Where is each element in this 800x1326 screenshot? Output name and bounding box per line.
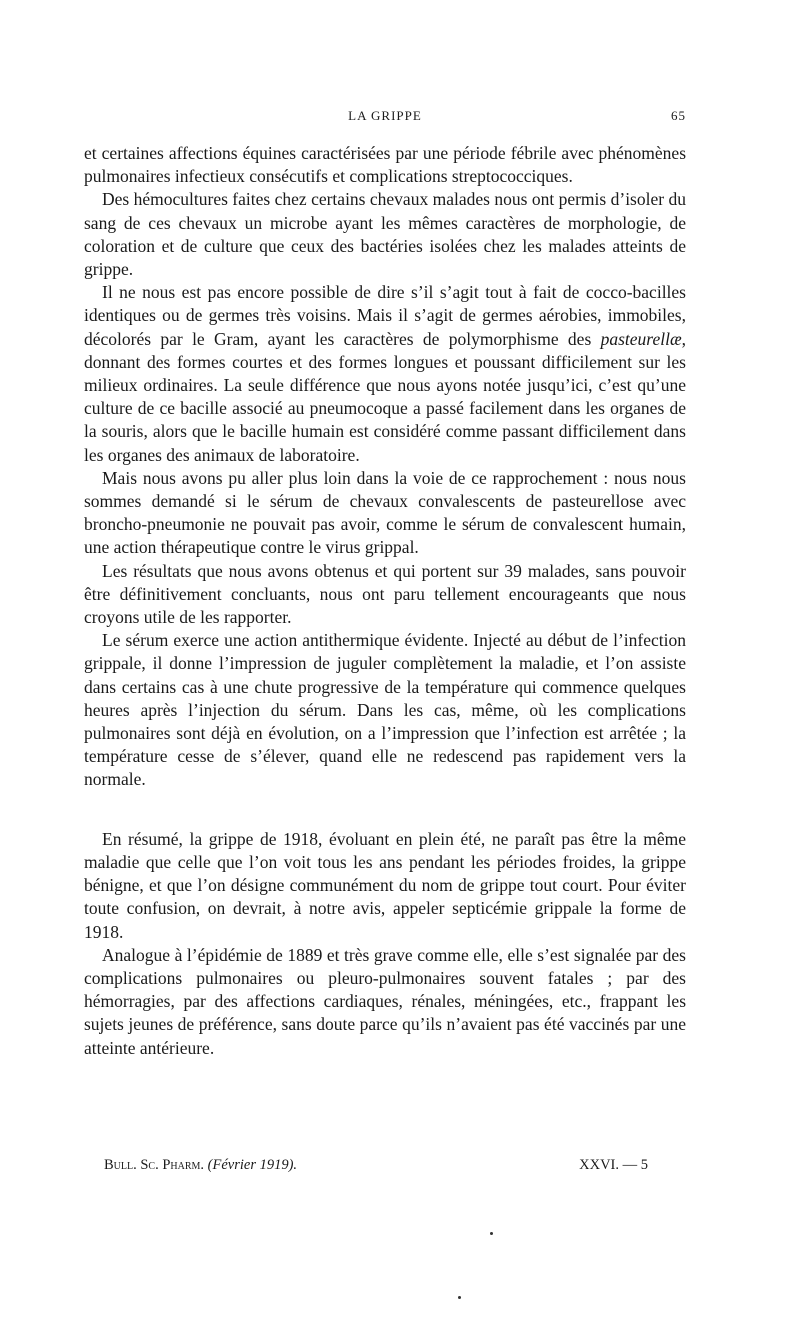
footer-citation bbox=[104, 1157, 297, 1174]
paragraph-resultats: Les résultats que nous avons obtenus et qui portent sur 39 malades, sans pouvoir être définitivement concluants, nous ont paru tellement encourageants que nous croyons utile de les rapporter. bbox=[84, 560, 686, 628]
paragraph-text-part: Il ne nous est pas encore possible de dire s’il s’agit tout à fait de cocco-bacilles identiques ou de germes très voisins. Mais il s’agit de germes aérobies, immobiles, décolorés par le Gram, ayant les caractères de polymorphisme des bbox=[84, 282, 686, 349]
italic-term: pasteurellæ bbox=[600, 328, 682, 349]
page-footer bbox=[104, 1157, 648, 1179]
paragraph-cocco-bacilles bbox=[84, 281, 686, 467]
running-head bbox=[84, 108, 686, 128]
paragraph-resume: En résumé, la grippe de 1918, évoluant en plein été, ne paraît pas être la même maladie que celle que l’on voit tous les ans pendant les périodes froides, la grippe bénigne, et que l’on désigne communément du nom de grippe tout court. Pour éviter toute confusion, on devrait, à notre avis, appeler septicémie grippale la forme de 1918. bbox=[84, 828, 686, 942]
print-speck bbox=[490, 1232, 493, 1235]
paragraph-hemocultures: Des hémocultures faites chez certains chevaux malades nous ont permis d’isoler du sang de ces chevaux un microbe ayant les mêmes caractères de morphologie, de coloration et de culture que ceux des bactéries isolées chez les malades atteints de grippe. bbox=[84, 189, 686, 280]
body-text bbox=[84, 142, 686, 1060]
volume-signature: XXVI. — 5 bbox=[579, 1157, 648, 1173]
paragraph-continuation: et certaines affections équines caractérisées par une période fébrile avec phénomènes pulmonaires infectieux consécutifs et complications streptococciques. bbox=[84, 143, 686, 187]
running-title: LA GRIPPE bbox=[348, 108, 422, 123]
paragraph-analogue: Analogue à l’épidémie de 1889 et très grave comme elle, elle s’est signalée par des complications pulmonaires ou pleuro-pulmonaires souvent fatales ; par des hémorragies, par des affections cardiaques, rénales, méningées, etc., frappant les sujets jeunes de préférence, sans doute parce qu’ils n’avaient pas été vaccinés par une atteinte antérieure. bbox=[84, 944, 686, 1058]
paragraph-text-part: , donnant des formes courtes et des formes longues et poussant difficilement sur les milieux ordinaires. La seule différence que nous ayons notée jusqu’ici, c’est qu’une culture de ce bacille associé au pneumocoque a passé facilement dans les organes de la souris, alors que le bacille humain est considéré comme passant difficilement dans les organes des animaux de laboratoire. bbox=[84, 328, 686, 465]
journal-name: Bull. Sc. Pharm. bbox=[104, 1157, 205, 1173]
section-gap bbox=[84, 792, 686, 828]
paragraph-serum: Le sérum exerce une action antithermique évidente. Injecté au début de l’infection grippale, il donne l’impression de juguler complètement la maladie, et l’on assiste dans certains cas à une chute progressive de la température qui commence quelques heures après l’injection du sérum. Dans les cas, même, où les complications pulmonaires sont déjà en évolution, on a l’impression que l’infection est arrêtée ; la température cesse de s’élever, quand elle ne redescend pas rapidement vers la normale. bbox=[84, 630, 686, 790]
issue-date: (Février 1919). bbox=[207, 1157, 298, 1173]
print-speck bbox=[458, 1296, 461, 1299]
page-number: 65 bbox=[671, 108, 686, 123]
paragraph-rapprochement: Mais nous avons pu aller plus loin dans la voie de ce rapprochement : nous nous sommes demandé si le sérum de chevaux convalescents de pasteurellose avec broncho-pneumonie ne pouvait pas avoir, comme le sérum de convalescent humain, une action thérapeutique contre le virus grippal. bbox=[84, 467, 686, 558]
